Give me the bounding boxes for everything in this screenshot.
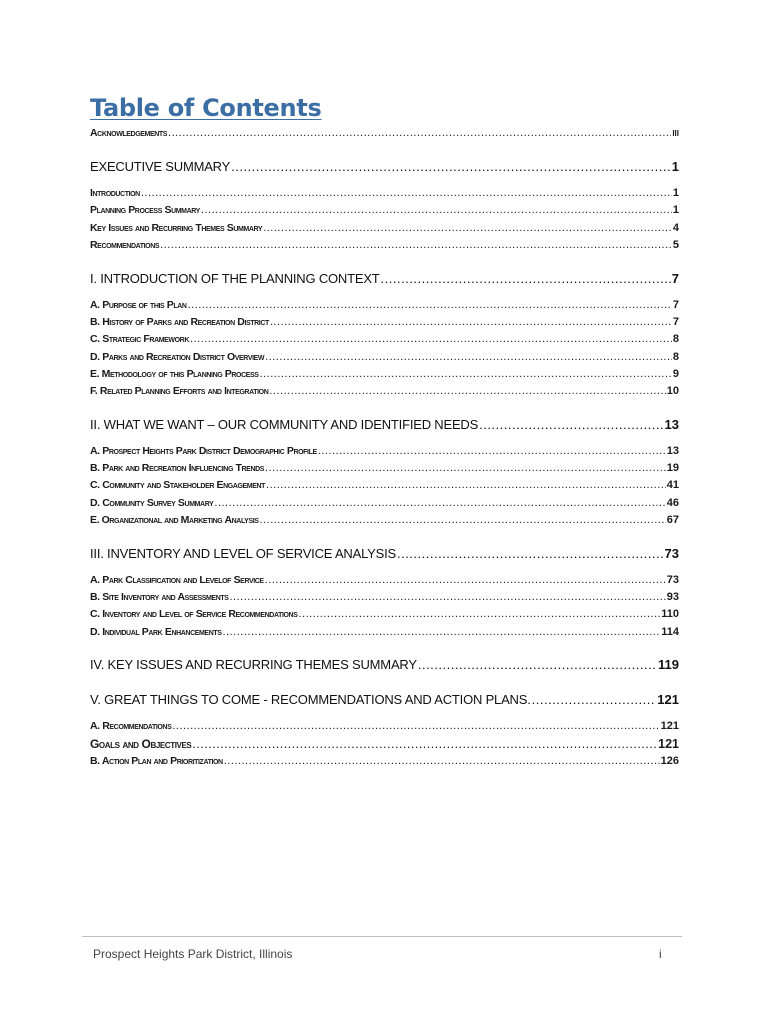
footer-divider bbox=[82, 936, 682, 937]
toc-entry-label: C. Strategic Framework bbox=[90, 333, 189, 345]
toc-leader bbox=[263, 221, 672, 236]
toc-leader bbox=[188, 298, 672, 313]
toc-entry-page: 7 bbox=[672, 299, 679, 311]
toc-entry-label: D. Parks and Recreation District Overview bbox=[90, 351, 265, 363]
toc-entry-action-plan[interactable] bbox=[90, 754, 679, 769]
toc-entry-label: EXECUTIVE SUMMARY bbox=[90, 159, 231, 174]
toc-entry-page: 9 bbox=[672, 368, 679, 380]
toc-leader bbox=[318, 444, 666, 459]
toc-leader bbox=[190, 332, 672, 347]
toc-leader bbox=[231, 158, 671, 176]
toc-entry-label: A. Park Classification and Levelof Service bbox=[90, 574, 264, 586]
toc-entry-page: 41 bbox=[666, 479, 679, 491]
toc-entry-strategic-framework[interactable] bbox=[90, 332, 679, 347]
toc-entry-page: 4 bbox=[672, 222, 679, 234]
toc-entry-label: I. INTRODUCTION OF THE PLANNING CONTEXT bbox=[90, 271, 380, 286]
toc-leader bbox=[265, 461, 666, 476]
toc-entry-page: 1 bbox=[672, 204, 679, 216]
toc-entry-page: 73 bbox=[664, 546, 679, 561]
toc-entry-label: E. Organizational and Marketing Analysis bbox=[90, 514, 259, 526]
toc-entry-label: IV. KEY ISSUES AND RECURRING THEMES SUMMARY bbox=[90, 657, 417, 672]
toc-entry-executive-summary[interactable] bbox=[90, 158, 679, 176]
toc-entry-survey-summary[interactable] bbox=[90, 496, 679, 511]
toc-entry-page: 126 bbox=[660, 755, 679, 767]
toc-entry-section-v[interactable] bbox=[90, 691, 679, 709]
toc-entry-label: B. Action Plan and Prioritization bbox=[90, 755, 223, 767]
toc-entry-page: 121 bbox=[657, 692, 679, 707]
toc-leader bbox=[381, 270, 671, 288]
toc-entry-label: D. Community Survey Summary bbox=[90, 497, 214, 509]
toc-entry-purpose-of-plan[interactable] bbox=[90, 298, 679, 313]
toc-entry-label: B. Site Inventory and Assessments bbox=[90, 591, 229, 603]
toc-entry-los-recommendations[interactable] bbox=[90, 607, 679, 622]
toc-entry-page: 110 bbox=[661, 608, 679, 620]
toc-entry-page: 121 bbox=[658, 737, 679, 751]
footer-organization: Prospect Heights Park District, Illinois bbox=[93, 947, 293, 961]
toc-entry-site-inventory[interactable] bbox=[90, 590, 679, 605]
toc-entry-stakeholder-engagement[interactable] bbox=[90, 478, 679, 493]
toc-entry-page: 73 bbox=[666, 574, 679, 586]
toc-leader bbox=[168, 126, 671, 141]
toc-entry-district-overview[interactable] bbox=[90, 350, 679, 365]
toc-leader bbox=[160, 238, 672, 253]
toc-leader bbox=[223, 625, 661, 640]
footer-page-number: i bbox=[659, 947, 662, 961]
toc-entry-label: A. Recommendations bbox=[90, 720, 172, 732]
toc-entry-acknowledgements[interactable] bbox=[90, 126, 679, 141]
toc-entry-page: 1 bbox=[671, 159, 679, 174]
toc-entry-label: III. INVENTORY AND LEVEL OF SERVICE ANALYSIS bbox=[90, 546, 396, 561]
toc-entry-related-planning[interactable] bbox=[90, 384, 679, 399]
toc-entry-park-classification[interactable] bbox=[90, 573, 679, 588]
toc-leader bbox=[172, 719, 659, 734]
toc-leader bbox=[192, 737, 657, 752]
toc-leader bbox=[298, 607, 660, 622]
toc-entry-section-ii[interactable] bbox=[90, 416, 679, 434]
toc-entry-label: E. Methodology of this Planning Process bbox=[90, 368, 259, 380]
toc-leader bbox=[269, 384, 665, 399]
toc-leader bbox=[214, 496, 665, 511]
toc-entry-page: 8 bbox=[672, 351, 679, 363]
toc-entry-label: C. Inventory and Level of Service Recommendations bbox=[90, 608, 298, 620]
toc-entry-methodology[interactable] bbox=[90, 367, 679, 382]
toc-leader bbox=[260, 513, 666, 528]
toc-leader bbox=[532, 691, 657, 709]
toc-entry-page: 19 bbox=[666, 462, 679, 474]
toc-entry-goals-objectives[interactable] bbox=[90, 737, 679, 752]
toc-entry-key-issues-summary[interactable] bbox=[90, 221, 679, 236]
toc-leader bbox=[265, 350, 672, 365]
toc-entry-page: 10 bbox=[666, 385, 679, 397]
toc-entry-page: 13 bbox=[664, 417, 679, 432]
toc-entry-label: C. Community and Stakeholder Engagement bbox=[90, 479, 266, 491]
toc-entry-label: A. Purpose of this Plan bbox=[90, 299, 187, 311]
toc-entry-label: Planning Process Summary bbox=[90, 204, 200, 216]
toc-entry-page: 13 bbox=[666, 445, 679, 457]
toc-leader bbox=[265, 573, 666, 588]
toc-entry-page: 1 bbox=[672, 187, 679, 199]
toc-leader bbox=[224, 754, 660, 769]
toc-entry-page: 8 bbox=[672, 333, 679, 345]
toc-entry-label: D. Individual Park Enhancements bbox=[90, 626, 222, 638]
toc-entry-label: V. GREAT THINGS TO COME - RECOMMENDATIONS AND ACTION PLANS. bbox=[90, 692, 531, 707]
toc-entry-influencing-trends[interactable] bbox=[90, 461, 679, 476]
toc-entry-label: Recommendations bbox=[90, 239, 160, 251]
toc-entry-page: iii bbox=[672, 127, 679, 139]
toc-entry-page: 7 bbox=[672, 316, 679, 328]
toc-leader bbox=[266, 478, 666, 493]
toc-entry-organizational-analysis[interactable] bbox=[90, 513, 679, 528]
toc-entry-label: B. Park and Recreation Influencing Trends bbox=[90, 462, 265, 474]
toc-leader bbox=[418, 656, 657, 674]
toc-leader bbox=[141, 186, 672, 201]
toc-entry-label: A. Prospect Heights Park District Demographic Profile bbox=[90, 445, 317, 457]
toc-entry-label: Goals and Objectives bbox=[90, 737, 192, 751]
toc-entry-label: II. WHAT WE WANT – OUR COMMUNITY AND IDENTIFIED NEEDS bbox=[90, 417, 479, 432]
toc-entry-label: B. History of Parks and Recreation District bbox=[90, 316, 269, 328]
toc-entry-label: Key Issues and Recurring Themes Summary bbox=[90, 222, 263, 234]
toc-entry-demographic-profile[interactable] bbox=[90, 444, 679, 459]
toc-entry-page: 5 bbox=[672, 239, 679, 251]
toc-entry-page: 121 bbox=[660, 720, 679, 732]
page-title: Table of Contents bbox=[90, 94, 322, 122]
toc-entry-section-i[interactable] bbox=[90, 270, 679, 288]
toc-entry-recommendations[interactable] bbox=[90, 238, 679, 253]
toc-leader bbox=[201, 203, 672, 218]
toc-entry-page: 7 bbox=[671, 271, 679, 286]
toc-leader bbox=[230, 590, 666, 605]
toc-entry-section-iv[interactable] bbox=[90, 656, 679, 674]
toc-entry-label: Introduction bbox=[90, 187, 140, 199]
toc-leader bbox=[397, 545, 664, 563]
toc-leader bbox=[270, 315, 672, 330]
toc-entry-page: 93 bbox=[666, 591, 679, 603]
toc-entry-label: Acknowledgements bbox=[90, 127, 168, 139]
toc-entry-v-recommendations[interactable] bbox=[90, 719, 679, 734]
toc-entry-history[interactable] bbox=[90, 315, 679, 330]
toc-entry-planning-process-summary[interactable] bbox=[90, 203, 679, 218]
toc-leader bbox=[479, 416, 663, 434]
toc-entry-page: 114 bbox=[661, 626, 679, 638]
toc-entry-park-enhancements[interactable] bbox=[90, 625, 679, 640]
toc-entry-introduction[interactable] bbox=[90, 186, 679, 201]
toc-entry-label: F. Related Planning Efforts and Integration bbox=[90, 385, 269, 397]
toc-entry-page: 46 bbox=[666, 497, 679, 509]
toc-entry-page: 119 bbox=[658, 657, 679, 672]
toc-leader bbox=[260, 367, 672, 382]
toc-entry-section-iii[interactable] bbox=[90, 545, 679, 563]
toc-entry-page: 67 bbox=[666, 514, 679, 526]
